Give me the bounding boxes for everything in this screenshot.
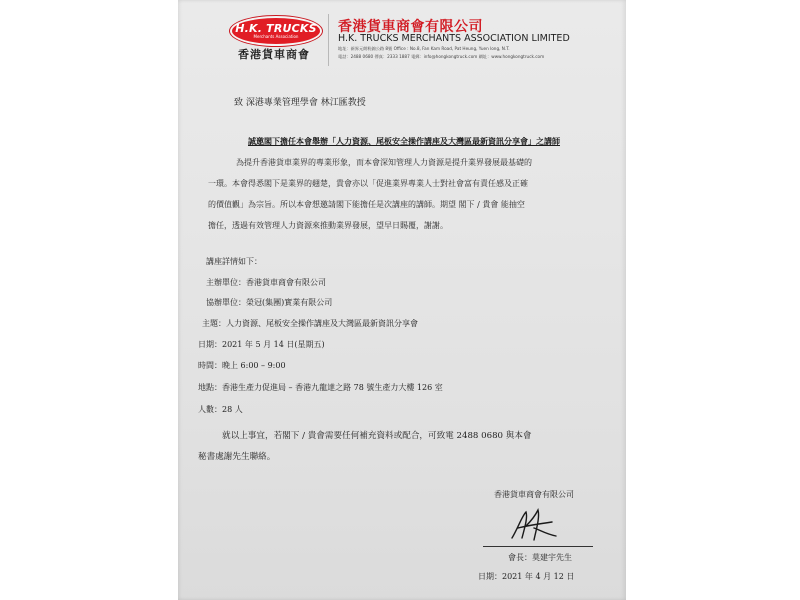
theme-line: 主題：人力資源、尾板安全操作講座及大灣區最新資訊分享會	[202, 319, 418, 328]
details-heading: 講座詳情如下：	[206, 257, 262, 266]
intro-line: 擔任，透過有效管理人力資源來推動業界發展，望早日賜覆，謝謝。	[208, 221, 448, 230]
logo-name-cn: 香港貨車商會	[238, 48, 310, 61]
signatory: 會長：莫建宇先生	[508, 553, 572, 562]
signature-line	[483, 546, 593, 547]
letter-page	[178, 0, 626, 600]
intro-line: 的價值觀」為宗旨。所以本會想邀請閣下能擔任是次講座的講師。期望 閣下 / 貴會 能抽空	[208, 200, 525, 209]
time-line: 時間：晚上 6:00 – 9:00	[198, 361, 286, 370]
right-background	[626, 0, 800, 600]
sign-date: 日期：2021 年 4 月 12 日	[478, 572, 575, 581]
co-organizer-line: 協辦單位：榮冠(集團)實業有限公司	[206, 298, 333, 307]
org-name-cn: 香港貨車商會有限公司	[338, 19, 483, 35]
organizer-line: 主辦單位：香港貨車商會有限公司	[206, 278, 326, 287]
org-name-en: H.K. TRUCKS MERCHANTS ASSOCIATION LIMITED	[338, 33, 570, 44]
address-line: 地址：新界元朗粉錦公路 8號 Office : No.8, Fan Kam Road, Pat Heung, Yuen long, N.T.	[338, 46, 510, 51]
attendance-line: 人數：28 人	[198, 405, 243, 414]
venue-line: 地點：香港生產力促進局 – 香港九龍達之路 78 號生產力大樓 126 室	[198, 383, 443, 392]
sign-org: 香港貨車商會有限公司	[494, 490, 574, 499]
date-line: 日期：2021 年 5 月 14 日(星期五)	[198, 340, 325, 349]
intro-line: 為提升香港貨車業界的專業形象，而本會深知管理人力資源是提升業界發展最基礎的	[236, 158, 532, 167]
logo-subtext: Merchants Association	[253, 34, 299, 39]
signature-icon	[504, 508, 564, 544]
closing-line: 就以上事宜，若閣下 / 貴會需要任何補充資料或配合，可致電 2488 0680 與本會	[222, 431, 532, 441]
recipient-line: 致 深港專業管理學會 林江匯教授	[234, 98, 366, 108]
hk-trucks-logo	[232, 18, 320, 44]
intro-line: 一環。本會得悉閣下是業界的翹楚，貴會亦以「促進業界專業人士對社會富有責任感及正確	[208, 179, 528, 188]
left-background	[0, 0, 178, 600]
closing-line: 秘書處謝先生聯絡。	[198, 452, 276, 462]
logo-text: H.K. TRUCKS	[235, 22, 317, 35]
letter-subject: 誠邀閣下擔任本會舉辦「人力資源、尾板安全操作講座及大灣區最新資訊分享會」之講師	[248, 136, 560, 146]
contact-line: 電話：2488 0680 傳真：2333 1887 電郵：info@hongkongtruck.com 網址：www.hongkongtruck.com	[338, 54, 545, 59]
